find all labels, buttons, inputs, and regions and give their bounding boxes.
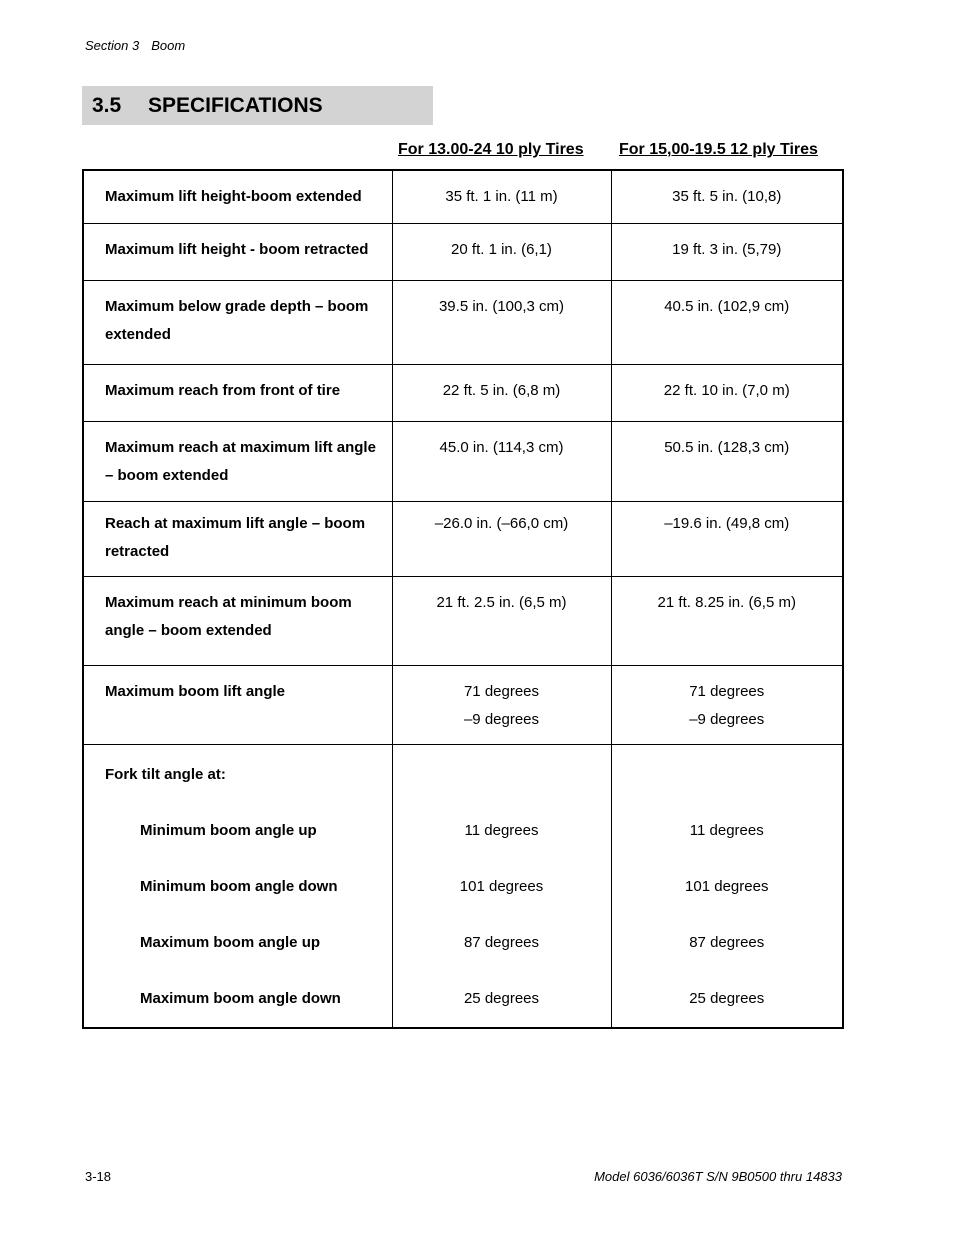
section-number: 3.5 bbox=[92, 94, 122, 117]
row-values-b bbox=[611, 665, 843, 744]
row-value-b-min: –9 degrees bbox=[689, 710, 765, 728]
row-value-b: 19 ft. 3 in. (5,79) bbox=[611, 223, 843, 280]
table-row bbox=[83, 501, 843, 576]
row-value-a: 22 ft. 5 in. (6,8 m) bbox=[392, 364, 611, 421]
fork-tilt-values-a bbox=[392, 744, 611, 1028]
section-title: SPECIFICATIONS bbox=[148, 94, 323, 117]
fork-item-value-a: 87 degrees bbox=[463, 933, 540, 951]
row-value-a: 21 ft. 2.5 in. (6,5 m) bbox=[392, 576, 611, 665]
table-row bbox=[83, 223, 843, 280]
row-label: Maximum lift height-boom extended bbox=[83, 170, 392, 223]
fork-tilt-labels bbox=[83, 744, 392, 1028]
row-value-a-min: –9 degrees bbox=[463, 710, 540, 728]
row-value-b: 22 ft. 10 in. (7,0 m) bbox=[611, 364, 843, 421]
fork-item-value-b: 11 degrees bbox=[689, 821, 764, 839]
page-number: 3-18 bbox=[85, 1169, 112, 1184]
fork-item-value-b: 25 degrees bbox=[689, 989, 765, 1007]
row-values-a bbox=[392, 665, 611, 744]
fork-item-value-a: 11 degrees bbox=[464, 821, 539, 839]
row-value-b: 40.5 in. (102,9 cm) bbox=[611, 280, 843, 364]
table-row-fork-tilt bbox=[83, 744, 843, 1028]
row-label: Maximum reach at maximum lift angle – boom extended bbox=[83, 421, 392, 501]
fork-item-value-a: 25 degrees bbox=[463, 989, 540, 1007]
row-label: Maximum reach at minimum boom angle – boom extended bbox=[83, 576, 392, 665]
fork-tilt-values-b bbox=[611, 744, 843, 1028]
table-row bbox=[83, 665, 843, 744]
row-value-b-max: 71 degrees bbox=[689, 682, 765, 700]
fork-item-value-b: 87 degrees bbox=[689, 933, 765, 951]
row-label: Maximum boom lift angle bbox=[83, 665, 392, 744]
column-header-15-00-19-5: For 15,00-19.5 12 ply Tires bbox=[619, 141, 818, 158]
row-value-a: 39.5 in. (100,3 cm) bbox=[392, 280, 611, 364]
fork-item-value-a: 101 degrees bbox=[459, 877, 544, 895]
fork-item-label: Minimum boom angle up bbox=[140, 821, 317, 839]
table-row bbox=[83, 280, 843, 364]
fork-item-label: Maximum boom angle down bbox=[140, 989, 341, 1007]
row-label: Maximum reach from front of tire bbox=[83, 364, 392, 421]
section-title-bar bbox=[82, 86, 433, 125]
model-footer: Model 6036/6036T S/N 9B0500 thru 14833 bbox=[594, 1169, 842, 1184]
fork-tilt-heading: Fork tilt angle at: bbox=[105, 765, 226, 783]
row-value-a-max: 71 degrees bbox=[463, 682, 540, 700]
column-header-13-00-24: For 13.00-24 10 ply Tires bbox=[398, 141, 584, 158]
fork-item-value-b: 101 degrees bbox=[685, 877, 769, 895]
row-value-a: 45.0 in. (114,3 cm) bbox=[392, 421, 611, 501]
running-head-chapter: Boom bbox=[151, 38, 186, 53]
row-value-b: 21 ft. 8.25 in. (6,5 m) bbox=[611, 576, 843, 665]
table-row bbox=[83, 421, 843, 501]
row-value-b: 35 ft. 5 in. (10,8) bbox=[611, 170, 843, 223]
row-label: Maximum lift height - boom retracted bbox=[83, 223, 392, 280]
row-value-a: –26.0 in. (–66,0 cm) bbox=[392, 501, 611, 576]
table-row bbox=[83, 576, 843, 665]
running-head-section: Section 3 bbox=[85, 38, 140, 53]
specifications-table bbox=[82, 169, 844, 1029]
fork-item-label: Minimum boom angle down bbox=[140, 877, 338, 895]
row-label: Reach at maximum lift angle – boom retracted bbox=[83, 501, 392, 576]
row-value-b: –19.6 in. (49,8 cm) bbox=[611, 501, 843, 576]
row-value-b: 50.5 in. (128,3 cm) bbox=[611, 421, 843, 501]
row-value-a: 35 ft. 1 in. (11 m) bbox=[392, 170, 611, 223]
table-row bbox=[83, 364, 843, 421]
fork-item-label: Maximum boom angle up bbox=[140, 933, 321, 951]
running-head bbox=[85, 38, 185, 53]
table-row bbox=[83, 170, 843, 223]
row-label: Maximum below grade depth – boom extended bbox=[83, 280, 392, 364]
row-value-a: 20 ft. 1 in. (6,1) bbox=[392, 223, 611, 280]
